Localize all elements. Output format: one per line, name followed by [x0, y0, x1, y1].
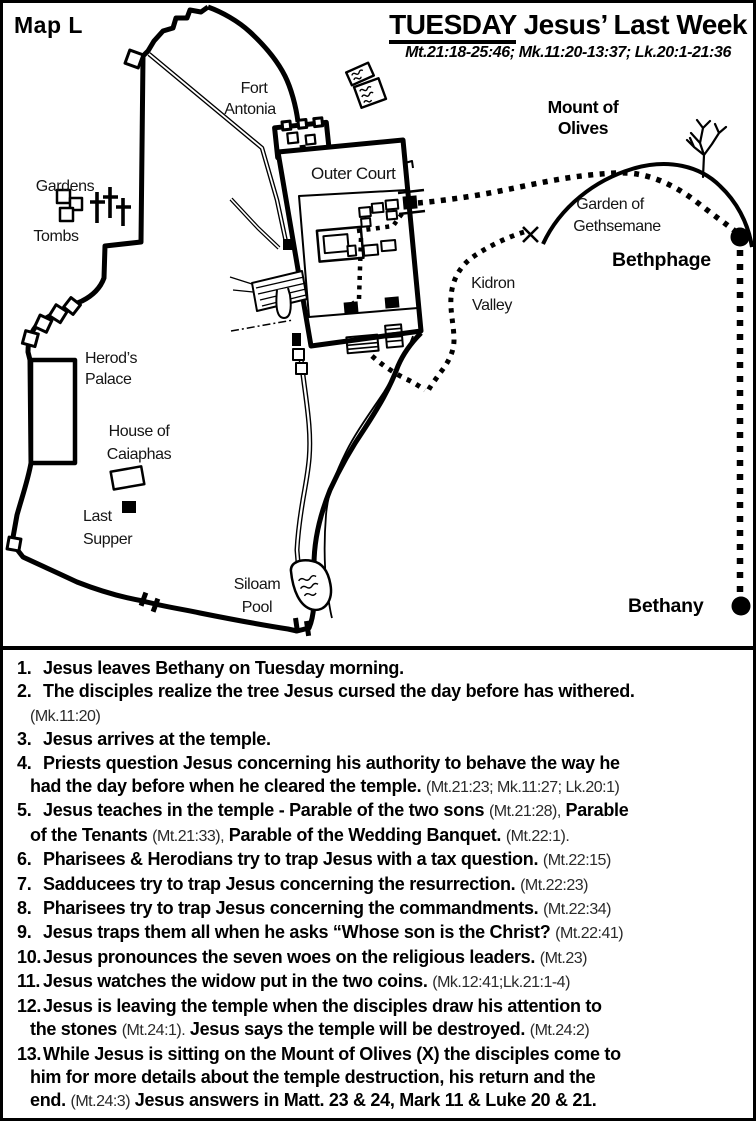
- jerusalem-map: [3, 3, 753, 646]
- events-list: [3, 646, 753, 1118]
- mount-of-olives-label-1: Mount of: [547, 97, 619, 117]
- last-supper-label-2: Supper: [83, 531, 133, 548]
- event-item: [10, 1043, 749, 1114]
- gethsemane-label-1: Garden of: [576, 196, 644, 213]
- event-text: the stones: [30, 1019, 122, 1040]
- last-supper-label-1: Last: [83, 508, 112, 525]
- fort-antonia-label-1: Fort: [240, 80, 268, 97]
- scripture-references: Mt.21:18-25:46; Mk.11:20-13:37; Lk.20:1-21:36: [405, 44, 731, 61]
- event-text: Priests question Jesus concerning his authority to behave the way he: [43, 752, 620, 773]
- event-scripture-ref: (Mk.12:41;Lk.21:1-4): [432, 974, 570, 992]
- event-number: 11.: [17, 971, 41, 992]
- event-text: Pharisees try to trap Jesus concerning the commandments.: [43, 898, 544, 919]
- title-block: [389, 9, 747, 62]
- event-number: 13.: [17, 1043, 42, 1064]
- event-item: [10, 657, 749, 680]
- scroll-icon: [346, 63, 386, 108]
- event-number: 2.: [17, 681, 32, 702]
- event-text: Jesus teaches in the temple - Parable of the two sons: [43, 800, 489, 821]
- event-scripture-ref: (Mt.22:23): [520, 876, 588, 894]
- herods-palace-shape: [31, 360, 75, 463]
- page-title: [389, 9, 747, 41]
- x-mark-icon: [523, 227, 538, 242]
- event-text: Jesus pronounces the seven woes on the religious leaders.: [43, 946, 540, 967]
- event-text: of the Tenants: [30, 824, 153, 845]
- mount-of-olives-label-2: Olives: [557, 118, 609, 138]
- bethphage-label: Bethphage: [612, 249, 711, 271]
- event-scripture-ref: (Mt.21:23; Mk.11:27; Lk.20:1): [426, 779, 620, 797]
- event-text: him for more details about the temple destruction, his return and the: [30, 1066, 596, 1087]
- event-item: [10, 873, 749, 897]
- tombs-label: Tombs: [33, 228, 79, 245]
- event-text: Jesus is leaving the temple when the disciples draw his attention to: [43, 995, 602, 1016]
- event-number: 9.: [17, 922, 32, 943]
- event-number: 6.: [17, 849, 32, 870]
- event-number: 7.: [17, 873, 32, 894]
- event-scripture-ref: (Mt.24:3): [70, 1093, 131, 1111]
- event-text: Sadducees try to trap Jesus concerning the resurrection.: [43, 873, 521, 894]
- event-item: [10, 752, 749, 800]
- event-item: [10, 995, 749, 1043]
- event-text: end.: [30, 1090, 71, 1111]
- caiaphas-house-shape: [111, 466, 145, 489]
- event-text: Jesus answers in Matt. 23 & 24, Mark 11 & Luke 20 & 21.: [130, 1090, 597, 1111]
- temple-sw-blocks: [292, 333, 307, 374]
- event-scripture-ref: (Mt.21:28),: [488, 803, 561, 821]
- bethany-label: Bethany: [628, 595, 704, 617]
- event-item: [10, 897, 749, 921]
- event-item: [10, 680, 749, 728]
- event-scripture-ref: (Mt.23): [539, 949, 587, 967]
- event-item: [10, 921, 749, 945]
- caiaphas-label-1: House of: [108, 423, 170, 440]
- event-text: Jesus traps them all when he asks “Whose son is the Christ?: [43, 922, 556, 943]
- event-number: 4.: [17, 752, 32, 773]
- gardens-label: Gardens: [35, 178, 95, 195]
- siloam-pool-label-1: Siloam: [233, 576, 281, 593]
- herods-palace-label-1: Herod’s: [85, 350, 138, 367]
- event-number: 12.: [17, 995, 42, 1016]
- event-number: 3.: [17, 729, 32, 750]
- event-item: [10, 728, 749, 751]
- herods-palace-label-2: Palace: [85, 371, 132, 388]
- event-scripture-ref: (Mk.11:20): [30, 707, 101, 725]
- event-text: Jesus says the temple will be destroyed.: [185, 1019, 530, 1040]
- event-scripture-ref: (Mt.22:15): [542, 852, 611, 870]
- title-day: TUESDAY: [389, 9, 516, 44]
- last-supper-shape: [122, 501, 136, 513]
- event-scripture-ref: (Mt.21:33),: [152, 827, 225, 845]
- viaduct: [230, 271, 307, 331]
- event-number: 5.: [17, 800, 32, 821]
- event-scripture-ref: (Mt.22:34): [543, 901, 611, 919]
- kidron-valley-label-1: Kidron: [471, 275, 515, 292]
- event-text: Jesus watches the widow put in the two coins.: [43, 971, 433, 992]
- fort-antonia-label-2: Antonia: [224, 101, 276, 118]
- map-id-label: Map L: [14, 12, 83, 38]
- event-text: The disciples realize the tree Jesus cursed the day before has withered.: [43, 681, 635, 702]
- kidron-valley-label-2: Valley: [472, 297, 512, 314]
- event-item: [10, 946, 749, 970]
- event-number: 10.: [17, 946, 42, 967]
- event-text: Parable: [560, 800, 629, 821]
- event-text: Parable of the Wedding Banquet.: [224, 824, 506, 845]
- event-scripture-ref: (Mt.24:2): [529, 1022, 590, 1040]
- event-scripture-ref: (Mt.22:1).: [505, 827, 570, 845]
- event-text: had the day before when he cleared the temple.: [30, 776, 427, 797]
- crosses-icon: [90, 187, 131, 226]
- event-text: Jesus arrives at the temple.: [43, 729, 271, 750]
- event-text: Jesus leaves Bethany on Tuesday morning.: [43, 658, 404, 678]
- caiaphas-label-2: Caiaphas: [106, 446, 172, 463]
- title-rest: Jesus’ Last Week: [516, 9, 747, 40]
- event-item: [10, 848, 749, 872]
- event-text: While Jesus is sitting on the Mount of Olives (X) the disciples come to: [43, 1043, 621, 1064]
- gethsemane-label-2: Gethsemane: [573, 218, 661, 235]
- event-scripture-ref: (Mt.22:41): [555, 925, 624, 943]
- event-scripture-ref: (Mt.24:1).: [121, 1022, 186, 1040]
- event-item: [10, 799, 749, 848]
- event-number: 8.: [17, 898, 32, 919]
- event-item: [10, 970, 749, 994]
- outer-court-label: Outer Court: [311, 164, 396, 183]
- bethphage-dot: [731, 228, 750, 247]
- bethany-dot: [732, 597, 751, 616]
- event-text: Pharisees & Herodians try to trap Jesus with a tax question.: [43, 849, 543, 870]
- event-number: 1.: [17, 658, 32, 678]
- siloam-pool-label-2: Pool: [241, 599, 273, 616]
